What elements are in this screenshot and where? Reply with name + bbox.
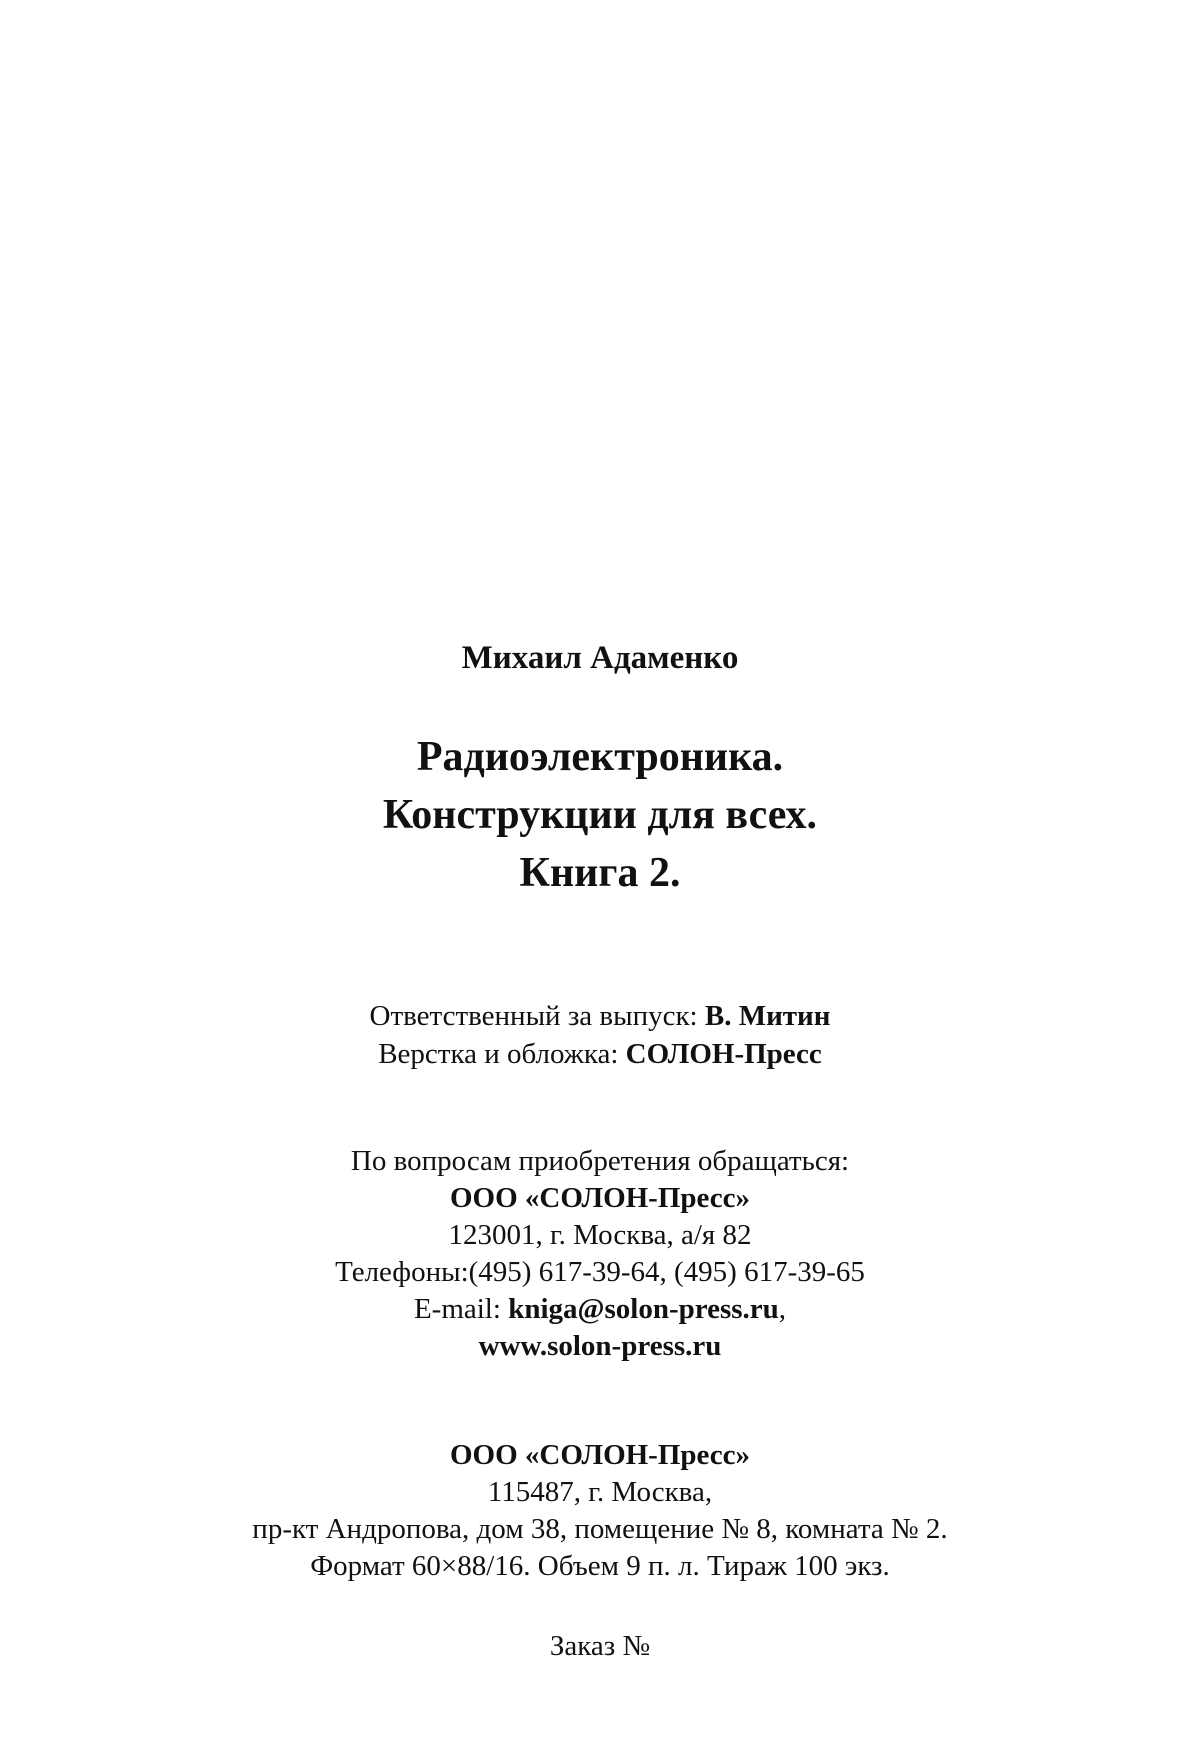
contacts-block [0,1143,1200,1365]
publisher-block [0,1437,1200,1585]
title-line-1: Радиоэлектроника. [416,734,784,780]
publisher-specs: Формат 60×88/16. Объем 9 п. л. Тираж 100 экз. [310,1550,890,1582]
author-name [0,638,1200,678]
title-line-3: Книга 2. [519,850,681,896]
layout-label: Верстка и обложка: [378,1038,626,1070]
order-block [0,1628,1200,1665]
layout-name: СОЛОН-Пресс [625,1038,822,1070]
editor-label: Ответственный за выпуск: [369,1000,705,1032]
author-line: Михаил Адаменко [461,640,739,676]
website-link[interactable]: www.solon-press.ru [478,1330,722,1362]
contacts-address: 123001, г. Москва, а/я 82 [448,1219,752,1251]
email-suffix: , [778,1293,787,1325]
contacts-email-line [0,1291,1200,1328]
email-link[interactable]: kniga@solon-press.ru [508,1293,779,1325]
contacts-intro: По вопросам приобретения обращаться: [350,1145,850,1177]
contacts-phones: Телефоны:(495) 617-39-64, (495) 617-39-65 [335,1256,865,1288]
title-line-2: Конструкции для всех. [382,792,818,838]
contacts-company: ООО «СОЛОН-Пресс» [449,1182,750,1214]
order-number: Заказ № [549,1630,651,1662]
email-label: E-mail: [413,1293,509,1325]
layout-credit [0,1035,1200,1073]
publisher-company: ООО «СОЛОН-Пресс» [449,1439,750,1471]
book-title [0,728,1200,902]
publisher-street: пр-кт Андропова, дом 38, помещение № 8, комната № 2. [252,1513,948,1545]
editor-credit [0,997,1200,1035]
editor-name: В. Митин [704,1000,831,1032]
publisher-city: 115487, г. Москва, [487,1476,713,1508]
credits-block [0,997,1200,1073]
